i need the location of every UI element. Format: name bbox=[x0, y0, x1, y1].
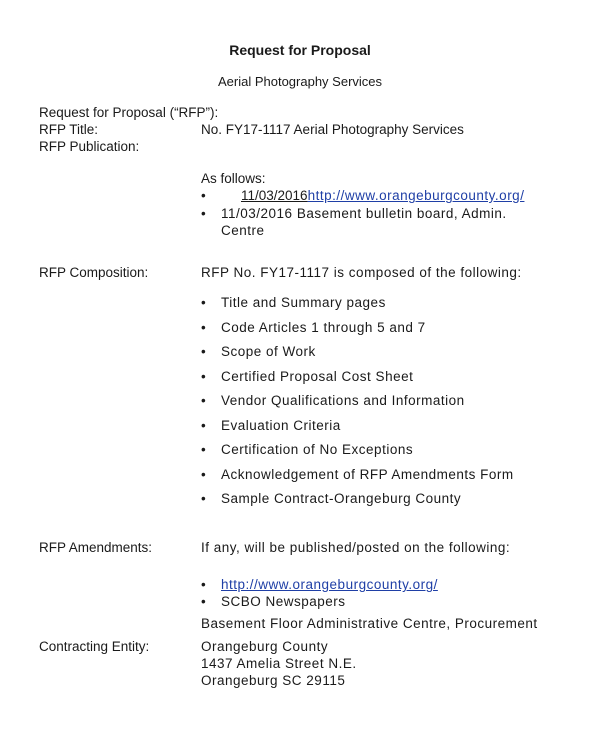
list-item: • Certified Proposal Cost Sheet bbox=[201, 368, 413, 385]
rfp-title-value: No. FY17-1117 Aerial Photography Services bbox=[201, 122, 464, 137]
rfp-header-label: Request for Proposal (“RFP”): bbox=[39, 105, 219, 120]
rfp-composition-label: RFP Composition: bbox=[39, 265, 149, 280]
list-item: • Code Articles 1 through 5 and 7 bbox=[201, 319, 426, 336]
publication-website-link[interactable]: http://www.orangeburgcounty.org/ bbox=[307, 188, 525, 203]
rfp-title-label: RFP Title: bbox=[39, 122, 99, 137]
entity-name: Orangeburg County bbox=[201, 639, 329, 654]
publication-item-web bbox=[201, 187, 524, 204]
list-item: • Sample Contract-Orangeburg County bbox=[201, 490, 461, 507]
amendments-website-link[interactable]: http://www.orangeburgcounty.org/ bbox=[221, 577, 438, 592]
list-item: • Scope of Work bbox=[201, 343, 316, 360]
rfp-publication-label: RFP Publication: bbox=[39, 139, 140, 154]
list-item: • Certification of No Exceptions bbox=[201, 441, 413, 458]
rfp-amendments-label: RFP Amendments: bbox=[39, 540, 153, 555]
publication-item-bulletin bbox=[201, 205, 507, 222]
publication-date: 11/03/2016 bbox=[241, 188, 308, 203]
entity-street: 1437 Amelia Street N.E. bbox=[201, 656, 357, 671]
composition-intro: RFP No. FY17-1117 is composed of the following: bbox=[201, 265, 522, 280]
document-title: Request for Proposal bbox=[229, 42, 371, 58]
publication-bulletin-line2: Centre bbox=[221, 223, 265, 238]
amendments-intro: If any, will be published/posted on the following: bbox=[201, 540, 511, 555]
entity-city: Orangeburg SC 29115 bbox=[201, 673, 346, 688]
list-item: • Evaluation Criteria bbox=[201, 417, 341, 434]
list-item: • Title and Summary pages bbox=[201, 294, 386, 311]
publication-intro: As follows: bbox=[201, 171, 266, 186]
amendments-item-newspaper: • SCBO Newspapers bbox=[201, 593, 346, 610]
list-item: • Acknowledgement of RFP Amendments Form bbox=[201, 466, 514, 483]
amendments-note: Basement Floor Administrative Centre, Procurement bbox=[201, 616, 538, 631]
list-item: • Vendor Qualifications and Information bbox=[201, 392, 465, 409]
amendments-item-web bbox=[201, 576, 438, 593]
contracting-entity-label: Contracting Entity: bbox=[39, 639, 150, 654]
publication-bulletin-line1: 11/03/2016 Basement bulletin board, Admin. bbox=[221, 206, 507, 221]
document-subtitle: Aerial Photography Services bbox=[217, 74, 383, 89]
